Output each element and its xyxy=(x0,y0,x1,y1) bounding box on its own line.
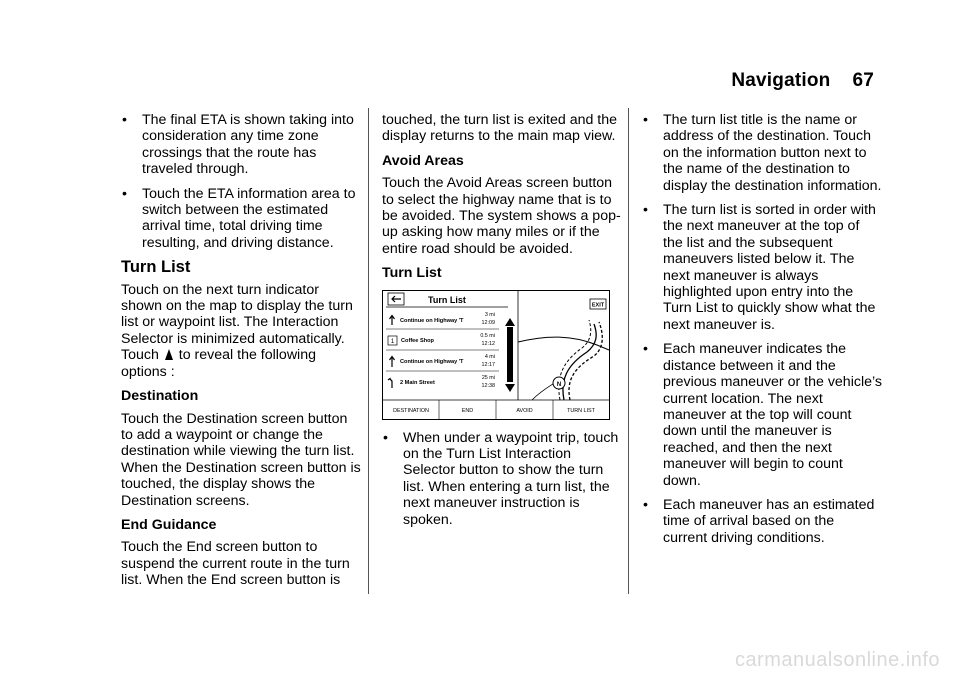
bullet-text: Touch the ETA information area to switch between the estimated arrival time, total driving time resulting, and driving distance. xyxy=(142,185,356,251)
column-divider xyxy=(368,108,369,594)
back-icon xyxy=(388,293,404,305)
turn-distance: 3 mi xyxy=(484,311,495,318)
subheading: Destination xyxy=(121,388,199,405)
subheading: Avoid Areas xyxy=(382,152,464,169)
destination-button[interactable]: DESTINATION xyxy=(393,407,429,414)
turn-name: Continue on Highway 'T xyxy=(400,317,464,324)
subheading: End Guidance xyxy=(121,516,217,533)
avoid-button[interactable]: AVOID xyxy=(516,407,533,414)
turn-name: Coffee Shop xyxy=(401,337,434,344)
up-arrow-icon xyxy=(165,349,173,360)
turn-eta: 12:09 xyxy=(481,319,495,326)
bullet: • xyxy=(122,112,127,128)
paragraph: touched, the turn list is exited and the display returns to the main map view. xyxy=(382,112,618,145)
turn-distance: 25 mi xyxy=(481,374,495,381)
watermark: carmanualsonline.info xyxy=(734,649,940,671)
list-item xyxy=(642,202,882,333)
paragraph-text: to reveal the following options : xyxy=(121,347,316,380)
turn-list-screen-figure xyxy=(382,290,622,420)
bullet: • xyxy=(122,185,127,202)
waypoint-badge: 1 xyxy=(390,338,395,345)
bullet-text: Each maneuver has an estimated time of arrival based on the current driving conditions. xyxy=(663,496,875,546)
turn-list-button[interactable]: TURN LIST xyxy=(567,407,595,414)
turn-list-screen xyxy=(382,290,610,420)
bullet-text: The turn list is sorted in order with the next maneuver at the top of the list and the subsequent maneuvers listed below it. The next maneuver is always highlighted upon entry into the Turn List to quickly show what the next maneuver is. xyxy=(663,202,876,333)
exit-button[interactable] xyxy=(590,299,606,309)
turn-eta: 12:12 xyxy=(481,340,495,347)
exit-label: EXIT xyxy=(591,302,605,309)
turn-name: Continue on Highway 'T xyxy=(400,358,464,365)
turn-distance: 0.5 mi xyxy=(480,332,495,339)
bullet-text: The final ETA is shown taking into consideration any time zone crossings that the route has traveled through. xyxy=(142,112,354,178)
screen-title: Turn List xyxy=(428,294,466,305)
svg-text:N: N xyxy=(556,381,562,388)
turn-eta: 12:17 xyxy=(481,361,495,368)
bullet: • xyxy=(383,429,388,446)
section-title: Navigation xyxy=(731,70,831,91)
section-heading: Turn List xyxy=(121,258,191,277)
column-divider xyxy=(628,108,629,594)
bullet: • xyxy=(643,112,648,128)
turn-eta: 12:38 xyxy=(481,382,495,389)
bullet: • xyxy=(643,202,648,219)
page-header xyxy=(731,70,874,92)
paragraph: Touch the End screen button to suspend the current route in the turn list. When the End screen button is xyxy=(121,539,350,589)
bullet-text: The turn list title is the name or address of the destination. Touch on the information button next to the name of the destination to display the destination information. xyxy=(663,112,882,194)
list-item xyxy=(121,112,361,178)
list-item xyxy=(642,341,882,489)
turn-name: 2 Main Street xyxy=(400,379,435,386)
column-2 xyxy=(382,112,622,536)
bullet-text: When under a waypoint trip, touch on the Turn List Interaction Selector button to show the turn list. When entering a turn list, the next maneuver instruction is spoken. xyxy=(403,429,619,528)
scroll-thumb xyxy=(507,327,513,382)
paragraph: Touch the Avoid Areas screen button to select the highway name that is to be avoided. The system shows a pop-up asking how many miles or if the entire road should be avoided. xyxy=(382,175,621,257)
paragraph-text: Touch on the next turn indicator shown on the map to display the turn list or waypoint list. The Interaction Selector is minimized automatically. Touch xyxy=(121,281,353,364)
end-button[interactable]: END xyxy=(461,407,474,414)
list-item xyxy=(121,186,361,252)
column-1 xyxy=(121,112,361,597)
bullet-text: Each maneuver indicates the distance between it and the previous maneuver or the vehicle’s current location. The next maneuver at the top will count down until the maneuver is reached, and then the next maneuver will begin to count down. xyxy=(663,341,882,489)
turn-distance: 4 mi xyxy=(484,353,495,360)
figure-caption: Turn List xyxy=(382,265,442,282)
page-number: 67 xyxy=(852,70,874,91)
paragraph: Touch the Destination screen button to add a waypoint or change the destination while viewing the turn list. When the Destination screen button is touched, the display shows the Destination screens. xyxy=(121,410,361,509)
column-3 xyxy=(642,112,882,554)
bullet: • xyxy=(643,341,648,358)
paragraph xyxy=(121,282,361,380)
list-item xyxy=(642,112,882,194)
list-item xyxy=(642,497,882,546)
list-item xyxy=(382,430,622,528)
bullet: • xyxy=(643,496,648,513)
